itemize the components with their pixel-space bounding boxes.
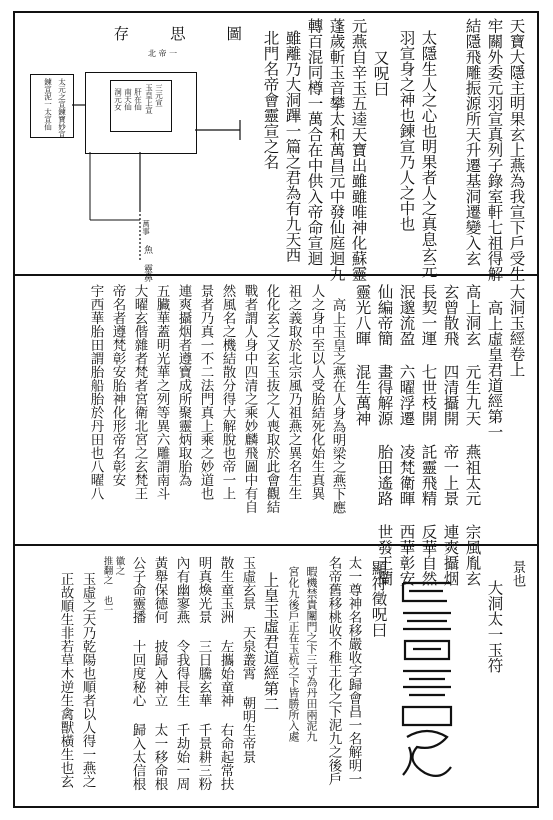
commentary-column: 連爽攝烟者遵寶成所聚靈炳取胎為 xyxy=(175,284,192,487)
diagram-label: 肝在仙 xyxy=(133,88,143,111)
text-column: 太隱生人之心也明果者人之真息玄元 xyxy=(419,30,438,278)
commentary-column: 人之身中至以人受胎結死化始生真異 xyxy=(308,284,325,500)
text-column: 羽宣身之神也鍊宣乃人之中也 xyxy=(397,30,416,232)
commentary-column: 玉虛之天乃乾陽也順者以人得一燕之 xyxy=(79,572,96,788)
talisman-title: 大洞太一玉符 xyxy=(485,580,504,673)
diagram-north-label: 北 帝 一 xyxy=(148,49,178,58)
commentary-column: 高上玉皇之燕在人身為明梁之燕下應 xyxy=(329,298,346,514)
commentary-column: 然風名之機結散分得大解脫也帝一上 xyxy=(219,284,236,500)
verse-column: 玉虛玄景 天泉叢霄 朝明生帝景 xyxy=(239,556,256,764)
text-column: 暇機禁貴闈門之卞三寸為丹田兩泥九 xyxy=(305,566,318,742)
text-column: 轉百混同樽一萬合在中供入帝命宣迴 xyxy=(305,18,324,266)
text-column: 景也 xyxy=(509,560,526,587)
commentary-column: 祖之義取於北宗風乃祖燕之異名生生 xyxy=(285,284,302,500)
contemplation-diagram xyxy=(30,49,262,282)
text-column: 元燕自辛玉五逵天寶出雖雖唯神化蘇靈 xyxy=(349,18,368,282)
commentary-column: 正故順生非若草木逆生禽獸橫生也玄 xyxy=(57,572,74,788)
verse-column: 高上洞玄 元生九天 燕祖太元 宗風胤玄 xyxy=(463,284,482,586)
diagram-title: 存 思 圖 xyxy=(113,25,260,43)
section-divider-bottom xyxy=(13,544,539,546)
commentary-column: 大曜玄偕雜者梵者宮衛北宮之玄梵王 xyxy=(131,284,148,500)
commentary-column: 宇西華胎田謂胎船胎於丹田也八曜八 xyxy=(87,284,104,500)
diagram-label: 三元宣 xyxy=(154,84,164,107)
verse-column: 玄曾散飛 四清攝開 帝一上景 連爽攝烟 xyxy=(441,284,460,586)
verse-column: 散生童玉洲 左攜始童神 右命起常扶 xyxy=(217,556,234,791)
text-column: 名帝舊移桃收不稚王化之下泥九之後戶 xyxy=(325,556,342,786)
verse-column: 公子命靈播 十回度秘心 歸入太信根 xyxy=(129,556,146,791)
heading-column: 顯符徵呪曰 xyxy=(369,560,388,638)
commentary-column: 五臟華蓋明光華之列等異六雕謂南斗 xyxy=(153,284,170,500)
diagram-label: 洞元女 xyxy=(113,88,123,111)
text-column: 北門名帝會靈宣之名 xyxy=(261,30,280,170)
verse-column: 長契一運 七世枝開 託靈飛精 反華自然 xyxy=(419,284,438,586)
text-column: 宮化九後戶正在玉杭之下皆勝所入處 xyxy=(287,566,300,742)
text-column: 蓬歲斬玉音攀太和萬昌元中發仙庭迴九 xyxy=(327,18,346,282)
commentary-column: 景者乃真一不二法門真上乘之妙道也 xyxy=(197,284,214,500)
talisman-seal-icon xyxy=(395,575,459,785)
text-column-heading: 又呪曰 xyxy=(371,50,390,97)
chapter-title: 高上虛皇君道經第一 xyxy=(485,300,504,440)
diagram-left-label: 鍊宣泥一太宣仙 xyxy=(43,78,53,131)
small-note: 推翻之 也一 xyxy=(101,556,113,615)
diagram-label: 玉皇上宣 xyxy=(144,84,154,114)
diagram-label: 萬事 xyxy=(141,220,151,235)
verse-column: 泯邈流盈 六曜浮遷 凌梵衛暉 西華彰安 xyxy=(397,284,416,586)
diagram-label: 南天仙 xyxy=(123,88,133,111)
diagram-south-label: 魚 靈鼻 xyxy=(142,245,152,282)
verse-column: 仙編帝簡 畫得解源 胎田遙路 世發王蘭 xyxy=(375,284,394,586)
commentary-column: 戰者謂人身中四清之乘妙麟飛圖中有自 xyxy=(241,284,258,514)
diagram-left-label: 太元之宣鍊寶妙宣 xyxy=(57,78,67,138)
text-column: 雖離乃大洞蹕一篇之君為有九天西 xyxy=(283,30,302,263)
verse-column: 明真煥光景 三日騰玄華 千景耕三粉 xyxy=(195,556,212,791)
text-column: 牢關外委元羽宣真列子錄室軒七祖得解 xyxy=(485,18,504,282)
commentary-column: 帝名者遵梵彰安胎神化形帝名彰安 xyxy=(109,284,126,487)
chapter-title: 上皇玉虛君道經第二 xyxy=(261,572,280,712)
small-note: 徽之 xyxy=(113,556,125,575)
verse-column: 靈光八暉 混生萬神 xyxy=(353,284,372,426)
text-column: 太一尊神名移嚴收字歸會昌一名解明一 xyxy=(345,556,362,786)
verse-column: 黃舉保德何 披歸入神立 太一移命根 xyxy=(151,556,168,791)
scripture-title: 大洞玉經卷上 xyxy=(507,284,526,377)
verse-column: 內有幽寥燕 令我得長生 千劫始一周 xyxy=(173,556,190,791)
text-column: 天寶大隱主明果玄上燕為我宣下戶受生 xyxy=(507,18,526,282)
commentary-column: 化化玄之又玄玉抜之人喪取於此會觀結 xyxy=(263,284,280,514)
text-column: 結隱飛雕振源所天升遷基洞遷變入玄 xyxy=(463,18,482,266)
